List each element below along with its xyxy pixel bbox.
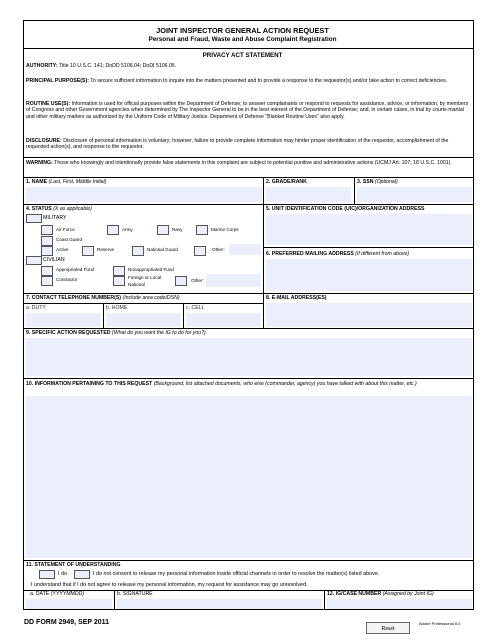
other-civilian-checkbox[interactable] — [175, 276, 187, 286]
disclosure-label: DISCLOSURE: — [26, 138, 62, 144]
foreign-local-label-2: National — [128, 282, 145, 287]
divider-row7 — [23, 293, 474, 294]
air-force-label: Air Force — [56, 227, 75, 232]
info-label: 10. INFORMATION PERTAINING TO THIS REQUEST (Background, list attached documents, who else (commander, agency) you have talked with about this matter, etc.) — [26, 381, 417, 387]
duty-label: a. DUTY — [26, 305, 46, 311]
navy-label: Navy — [172, 227, 183, 232]
i-do-not-label: I do not consent to release my personal information inside official channels in order to resolve the matter(s) listed above. — [93, 571, 380, 577]
coast-guard-label: Coast Guard — [56, 237, 83, 242]
software-note: Adobe Professional 8.0 — [419, 621, 461, 626]
home-phone-input[interactable] — [106, 313, 181, 327]
routine-text: Information is used for official purposes within the Department of Defense; to answer complainants or respond to requests for assistance, advice, or information; by members of Congress and other Government agencies when determined by The Inspector General to be in the best interest of the Department of Defense; and, in certain cases, in trial by courts-martial and other military matters as authorized by the Uniform Code of Military Justice. Department of Defense "Blanket Routine Uses" also apply. — [26, 101, 469, 120]
air-force-checkbox[interactable] — [41, 225, 53, 235]
name-label: 1. NAME (Last, First, Middle Initial) — [26, 179, 107, 185]
name-input[interactable] — [26, 187, 262, 202]
divider-header — [23, 48, 474, 49]
foreign-local-label-1: Foreign or Local — [128, 275, 162, 280]
mailing-input[interactable] — [266, 259, 472, 291]
civilian-checkbox[interactable] — [26, 256, 42, 265]
disclosure-text: Disclosure of personal information is voluntary; however, failure to provide complete information may hinder proper identification of the requestor, accomplishment of the requested action(s), and response to the requestor. — [26, 138, 449, 151]
army-label: Army — [122, 227, 133, 232]
reserve-label: Reserve — [97, 247, 115, 252]
grade-label: 2. GRADE/RANK — [266, 179, 307, 185]
contractor-checkbox[interactable] — [41, 276, 53, 286]
i-do-label: I do — [58, 571, 67, 577]
action-input[interactable] — [26, 338, 472, 376]
i-do-checkbox[interactable] — [39, 570, 55, 579]
status-label: 4. STATUS (X as applicable) — [26, 206, 92, 212]
navy-checkbox[interactable] — [157, 225, 169, 235]
disclosure-statement — [26, 138, 472, 151]
divider-row6 — [263, 247, 474, 248]
coast-guard-checkbox[interactable] — [41, 236, 53, 246]
info-input[interactable] — [26, 396, 472, 558]
case-label: 12. IG/CASE NUMBER (Assigned by Joint IG) — [327, 591, 434, 597]
uic-label: 5. UNIT IDENTIFICATION CODE (UIC)/ORGANIZATION ADDRESS — [266, 206, 425, 212]
other-military-label: Other: — [212, 247, 225, 252]
national-guard-label: National Guard — [147, 247, 178, 252]
divider-row9 — [23, 328, 474, 329]
ssn-label: 3. SSN (Optional) — [357, 179, 398, 185]
divider-col-case — [324, 590, 325, 610]
purpose-label: PRINCIPAL PURPOSE(S): — [26, 78, 89, 84]
purpose-text: To secure sufficient information to inquire into the matters presented and to provide a response to the requestor(s) and/or take action to correct deficiencies. — [90, 78, 448, 84]
purpose-statement — [26, 78, 472, 84]
email-input[interactable] — [266, 303, 472, 327]
authority-text: Title 10 U.S.C. 141; DoDD 5106.04; DoDI 5106.05. — [58, 63, 177, 69]
marine-corps-checkbox[interactable] — [196, 225, 208, 235]
cell-phone-input[interactable] — [186, 313, 261, 327]
privacy-heading: PRIVACY ACT STATEMENT — [202, 52, 283, 59]
ssn-input[interactable] — [357, 187, 472, 202]
contractor-label: Contractor — [56, 277, 78, 282]
action-label: 9. SPECIFIC ACTION REQUESTED (What do you want the IG to do for you?) — [26, 330, 206, 336]
divider-warning — [23, 157, 474, 158]
routine-use-statement — [26, 101, 472, 120]
appropriated-fund-checkbox[interactable] — [41, 266, 53, 276]
reset-button[interactable]: Reset — [366, 622, 410, 634]
authority-label: AUTHORITY: — [26, 63, 58, 69]
grade-input[interactable] — [266, 187, 351, 202]
signature-label: b. SIGNATURE — [117, 591, 153, 597]
warning-text: Those who knowingly and intentionally provide false statements in this complaint are subject to potential punitive and administrative actions (UCMJ Art. 107; 18 U.S.C. 1001). — [54, 160, 452, 166]
form-id: DD FORM 2949, SEP 2011 — [24, 619, 110, 626]
nonappropriated-fund-checkbox[interactable] — [113, 266, 125, 276]
uic-input[interactable] — [266, 214, 472, 245]
divider-phone-cell — [183, 303, 184, 328]
reserve-checkbox[interactable] — [82, 246, 94, 256]
routine-label: ROUTINE USE(S): — [26, 101, 71, 107]
foreign-local-checkbox[interactable] — [113, 276, 125, 286]
date-input[interactable] — [26, 599, 112, 609]
cell-label: c. CELL — [186, 305, 205, 311]
civilian-label: CIVILIAN — [43, 257, 65, 263]
case-input[interactable] — [327, 599, 472, 609]
divider-col-email — [263, 293, 264, 328]
understanding-label: 11. STATEMENT OF UNDERSTANDING — [26, 562, 121, 568]
mailing-label: 6. PREFERRED MAILING ADDRESS (If different from above) — [266, 251, 410, 257]
active-label: Active — [56, 247, 69, 252]
divider-phone-home — [103, 303, 104, 328]
other-civilian-label: Other: — [191, 278, 204, 283]
national-guard-checkbox[interactable] — [132, 246, 144, 256]
divider-phone-sub — [23, 303, 263, 304]
phone-label: 7. CONTACT TELEPHONE NUMBER(S) (Include area code/DSN) — [26, 295, 180, 301]
home-label: b. HOME — [106, 305, 128, 311]
other-military-checkbox[interactable] — [194, 246, 206, 256]
divider-row10 — [23, 378, 474, 379]
divider-col-uic — [263, 204, 264, 293]
divider-col-signature — [114, 590, 115, 610]
signature-input[interactable] — [117, 599, 322, 609]
authority-statement — [26, 63, 472, 69]
nonappropriated-fund-label: Nonappropriated Fund — [128, 267, 174, 272]
date-label: a. DATE (YYYYMMDD) — [30, 591, 85, 597]
warning-statement — [26, 160, 472, 166]
warning-label: WARNING: — [26, 160, 53, 166]
military-checkbox[interactable] — [26, 214, 42, 223]
appropriated-fund-label: Appropriated Fund — [56, 267, 95, 272]
email-label: 8. E-MAIL ADDRESS(ES) — [266, 295, 327, 301]
form-subtitle: Personal and Fraud, Waste and Abuse Complaint Registration — [148, 36, 337, 43]
other-military-input[interactable] — [229, 244, 261, 255]
active-checkbox[interactable] — [41, 246, 53, 256]
army-checkbox[interactable] — [107, 225, 119, 235]
divider-col-ssn — [354, 177, 355, 204]
other-civilian-input[interactable] — [206, 274, 261, 287]
form-title: JOINT INSPECTOR GENERAL ACTION REQUEST — [156, 26, 329, 35]
understand-text: I understand that if I do not agree to release my personal information, my request for assistance may go unresolved. — [31, 582, 308, 588]
marine-corps-label: Marine Corps — [211, 227, 239, 232]
i-do-not-checkbox[interactable] — [74, 570, 90, 579]
divider-row11 — [23, 560, 474, 561]
divider-col-grade — [263, 177, 264, 204]
divider-row1 — [23, 177, 474, 178]
duty-phone-input[interactable] — [26, 313, 101, 327]
military-label: MILITARY — [43, 215, 67, 221]
divider-row4 — [23, 204, 474, 205]
